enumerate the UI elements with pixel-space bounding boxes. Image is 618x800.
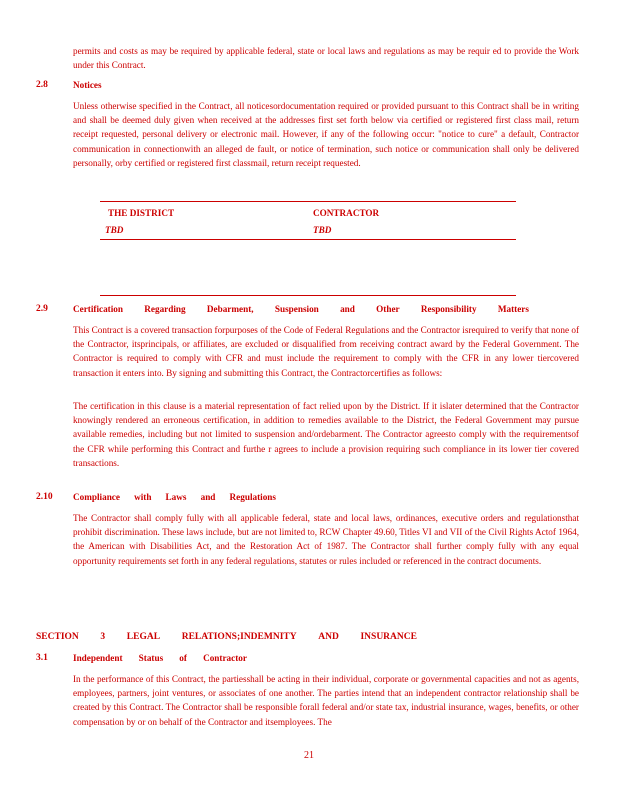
continuation-paragraph: permits and costs as may be required by applicable federal, state or local laws and regulations as may be requir ed to provide the Work under this Contract. [73, 46, 579, 71]
section-2-9-title-word: Suspension [274, 304, 319, 314]
section-3-1-title-word: Contractor [203, 653, 247, 663]
notice-table-bottom-rule [100, 295, 516, 296]
section-3-word: INSURANCE [360, 632, 417, 642]
section-2-9-title-word: Certification [73, 304, 124, 314]
section-2-9-title [73, 304, 529, 314]
section-2-8-number: 2.8 [36, 80, 48, 90]
section-2-9-title-word: and [340, 304, 355, 314]
notice-table-mid-rule [100, 239, 516, 240]
section-2-9-body-1: This Contract is a covered transaction forpurposes of the Code of Federal Regulations and the Contractor isrequired to verify that none of the Contractor, itsprincipals, or affiliates, are excluded or disqualified from receiving contract award by the Federal Government. The Contractor is required to comply with CFR and must include the requirement to comply with the CFR in any lower tiercovered transaction it enters into. By signing and submitting this Contract, the Contractorcertifies as follows: [73, 325, 579, 378]
section-2-9-title-word: Debarment, [206, 304, 254, 314]
section-3-word: AND [318, 632, 339, 642]
section-3-word: LEGAL [126, 632, 161, 642]
section-2-9-body-2: The certification in this clause is a material representation of fact relied upon by the District. If it islater determined that the Contractor knowingly rendered an erroneous certification, in addition to remedies available to the District, the Federal Government may pursue available remedies, including but not limited to suspension and/ordebarment. The Contractor agreesto comply with the requirementsof the CFR while performing this Contract and furthe r agrees to include a provision requiring such compliance in its lower tier covered transactions. [73, 401, 579, 468]
section-3-word: RELATIONS;INDEMNITY [181, 632, 297, 642]
section-2-9-number: 2.9 [36, 304, 48, 314]
contractor-value: TBD [313, 225, 332, 235]
section-2-10-number: 2.10 [36, 492, 53, 502]
section-3-1-number: 3.1 [36, 653, 48, 663]
section-3-word: 3 [100, 632, 106, 642]
contractor-header: CONTRACTOR [313, 208, 380, 218]
section-3-1-title-word: Independent [73, 653, 123, 663]
section-2-9-title-word: Regarding [144, 304, 186, 314]
page-number: 21 [304, 750, 314, 761]
section-3-1-title-word: of [179, 653, 187, 663]
section-2-10-title-word: with [134, 492, 152, 502]
notice-table-top-rule [100, 201, 516, 202]
section-3-1-body: In the performance of this Contract, the partiesshall be acting in their individual, corporate or governmental capacities and not as agents, employees, partners, joint ventures, or associates of one another. The parties intend that an independent contractor relationship shall be created by this Contract. The Contractor shall be responsible forall federal and/or state tax, industrial insurance, wages, benefits, or other compensation by or on behalf of the Contractor and itsemployees. The [73, 674, 579, 727]
section-2-10-title-word: Compliance [73, 492, 120, 502]
section-2-9-title-word: Responsibility [420, 304, 477, 314]
section-2-8-title [73, 80, 102, 90]
district-value: TBD [105, 225, 124, 235]
section-3-1-title-word: Status [138, 653, 164, 663]
section-3-heading [36, 632, 417, 642]
section-2-10-title-word: Regulations [229, 492, 276, 502]
section-2-8-body: Unless otherwise specified in the Contract, all noticesordocumentation required or provided pursuant to this Contract shall be in writing and shall be deemed duly given when received at the addresses first set forth below via certified or registered first class mail, return receipt requested, personal delivery or electronic mail. However, if any of the following occur: "notice to cure" a default, Contractor communication in connectionwith an alleged de fault, or notice of termination, such notice or communication shall only be delivered personally, orby certified or registered first classmail, return receipt requested. [73, 101, 579, 168]
section-2-10-body: The Contractor shall comply fully with all applicable federal, state and local laws, ordinances, executive orders and regulationsthat prohibit discrimination. These laws include, but are not limited to, RCW Chapter 49.60, Titles VI and VII of the Civil Rights Actof 1964, the American with Disabilities Act, and the Restoration Act of 1987. The Contractor shall further comply fully with any equal opportunity requirements set forth in any federal regulations, statutes or rules included or referenced in the contract documents. [73, 513, 579, 566]
section-3-1-title [73, 653, 247, 663]
section-2-8-title-text: Notices [73, 80, 102, 90]
section-2-10-title-word: Laws [165, 492, 187, 502]
section-2-9-title-word: Other [376, 304, 400, 314]
section-2-10-title-word: and [200, 492, 216, 502]
district-header: THE DISTRICT [108, 208, 175, 218]
section-2-9-title-word: Matters [497, 304, 529, 314]
section-3-word: SECTION [36, 632, 79, 642]
section-2-10-title [73, 492, 276, 502]
